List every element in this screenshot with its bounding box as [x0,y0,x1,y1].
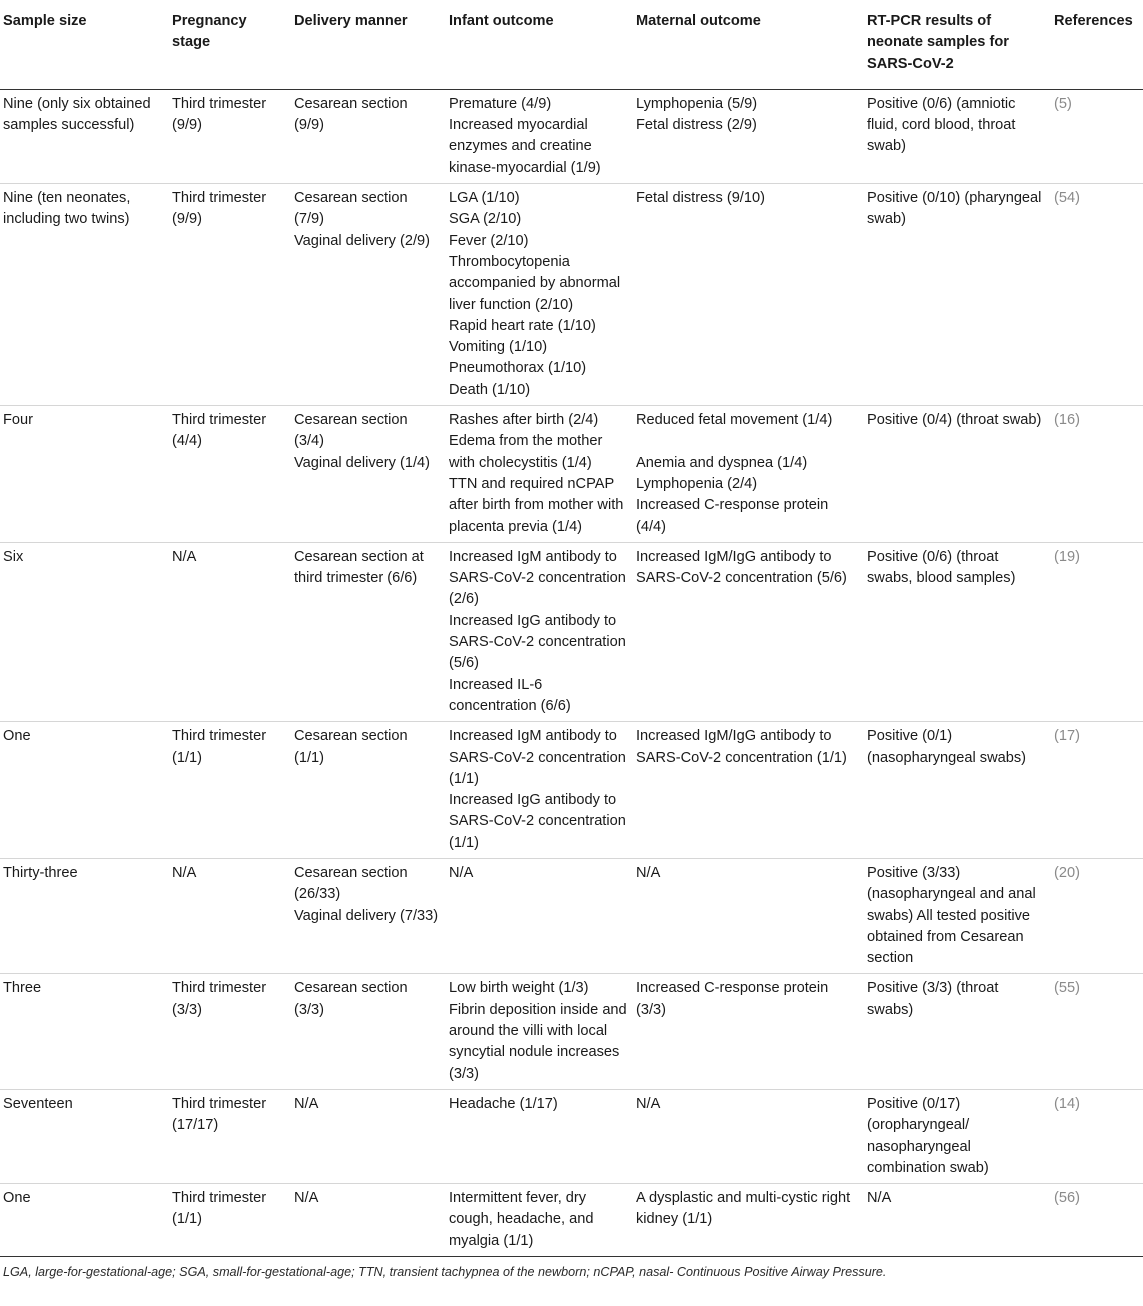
cell-infant-outcome-line: Intermittent fever, dry cough, headache, and myalgia (1/1) [449,1190,594,1249]
cell-rtpcr-result: Positive (0/6) (throat swabs, blood samples) [867,548,1016,587]
cell-infant-outcome-line: Increased IgG antibody to SARS-CoV-2 concentration (1/1) [449,792,626,851]
cell-reference [1050,406,1143,543]
header-rtpcr-results: RT-PCR results of neonate samples for SARS-CoV-2 [867,13,1009,72]
cell-infant-outcome [445,89,632,183]
cell-maternal-outcome-line: N/A [636,864,661,881]
table-row [0,89,1143,183]
table-row [0,722,1143,859]
cell-delivery-manner [290,1089,445,1183]
cell-infant-outcome-line: Vomiting (1/10) [449,339,548,356]
cell-pregnancy-stage-line: Third trimester (3/3) [172,980,267,1018]
header-infant-outcome: Infant outcome [449,13,554,29]
cell-maternal-outcome-line: A dysplastic and multi-cystic right kidney (1/1) [636,1190,851,1228]
cell-sample-size: Three [3,980,42,997]
cell-infant-outcome [445,184,632,406]
cell-maternal-outcome-line: Fetal distress (9/10) [636,190,765,207]
cell-delivery-manner [290,974,445,1089]
table-row [0,858,1143,973]
cell-infant-outcome-line: Fever (2/10) [449,232,529,249]
table-body [0,89,1143,1256]
cell-maternal-outcome-line: Reduced fetal movement (1/4) [636,412,833,429]
cell-sample-size: Seventeen [3,1095,73,1112]
cell-infant-outcome-line: TTN and required nCPAP after birth from mother with placenta previa (1/4) [449,475,624,535]
cell-maternal-outcome [632,1184,863,1257]
cell-sample-size: Four [3,412,34,429]
table-row [0,1089,1143,1183]
cell-infant-outcome [445,1184,632,1257]
cell-delivery-manner-line: N/A [294,1190,319,1207]
table-header [0,0,1143,89]
cell-delivery-manner-line: Cesarean section (7/9) [294,190,408,228]
cell-pregnancy-stage-line: Third trimester (4/4) [172,412,267,450]
cell-infant-outcome-line: Increased IgM antibody to SARS-CoV-2 concentration (2/6) [449,548,626,608]
cell-sample-size: One [3,1190,31,1207]
cell-delivery-manner [290,858,445,973]
cell-maternal-outcome [632,184,863,406]
cell-rtpcr-result: Positive (3/33) (nasopharyngeal and anal swabs) All tested positive obtained from Cesarean section [867,864,1036,967]
cell-infant-outcome-line: Fibrin deposition inside and around the villi with local syncytial nodule increases (3/3) [449,1001,627,1082]
cell-infant-outcome-line: Edema from the mother with cholecystitis (1/4) [449,433,603,471]
cell-delivery-manner-line: Cesarean section (26/33) [294,864,408,903]
cell-sample-size: Six [3,548,24,565]
cell-pregnancy-stage-line: Third trimester (1/1) [172,1190,267,1228]
cell-pregnancy-stage-line: Third trimester (9/9) [172,95,267,134]
cell-pregnancy-stage [168,542,290,721]
cell-delivery-manner-line: N/A [294,1095,319,1112]
cell-sample-size: Nine (only six obtained samples successful) [3,95,151,134]
cell-infant-outcome-line: Low birth weight (1/3) [449,980,589,997]
cell-infant-outcome-line: N/A [449,864,474,881]
reference-link[interactable]: (19) [1054,548,1080,565]
cell-reference [1050,89,1143,183]
cell-reference [1050,974,1143,1089]
table-row [0,974,1143,1089]
cell-pregnancy-stage-line: N/A [172,548,197,565]
cell-maternal-outcome-line [636,431,859,452]
cell-maternal-outcome-line: Increased C-response protein (4/4) [636,497,829,535]
cell-maternal-outcome-line: Lymphopenia (5/9) [636,95,758,112]
header-maternal-outcome: Maternal outcome [636,13,761,29]
cell-pregnancy-stage [168,722,290,859]
cell-pregnancy-stage [168,184,290,406]
cell-infant-outcome-line: Increased IgG antibody to SARS-CoV-2 concentration (5/6) [449,612,626,672]
cell-pregnancy-stage [168,89,290,183]
cell-rtpcr-result: Positive (0/1) (nasopharyngeal swabs) [867,728,1026,766]
cell-infant-outcome [445,722,632,859]
cell-delivery-manner [290,406,445,543]
cell-pregnancy-stage-line: Third trimester (9/9) [172,190,267,228]
cell-infant-outcome-line: LGA (1/10) [449,190,520,207]
cell-infant-outcome-line: Premature (4/9) [449,95,552,112]
cell-reference [1050,184,1143,406]
reference-link[interactable]: (56) [1054,1190,1080,1207]
cell-infant-outcome [445,858,632,973]
header-pregnancy-stage: Pregnancy stage [172,13,247,51]
cell-rtpcr-result: N/A [867,1190,892,1207]
header-row [0,0,1143,89]
cell-infant-outcome-line: Thrombocytopenia accompanied by abnormal liver function (2/10) [449,253,621,313]
reference-link[interactable]: (5) [1054,95,1072,112]
cell-reference [1050,1089,1143,1183]
cell-infant-outcome-line: Death (1/10) [449,381,531,398]
header-delivery-manner: Delivery manner [294,13,408,29]
table-footnote: LGA, large-for-gestational-age; SGA, small-for-gestational-age; TTN, transient tachypnea of the newborn; nCPAP, nasal- Continuous Positive Airway Pressure. [3,1265,887,1280]
table-row [0,1184,1143,1257]
cell-infant-outcome [445,542,632,721]
cell-delivery-manner-line: Vaginal delivery (7/33) [294,907,439,924]
cell-maternal-outcome [632,858,863,973]
cell-maternal-outcome [632,89,863,183]
cell-infant-outcome-line: SGA (2/10) [449,211,522,228]
cell-reference [1050,858,1143,973]
cell-pregnancy-stage-line: Third trimester (1/1) [172,728,267,766]
cell-delivery-manner-line: Cesarean section at third trimester (6/6) [294,548,424,587]
cell-delivery-manner-line: Vaginal delivery (1/4) [294,454,431,471]
cell-sample-size: Thirty-three [3,864,78,881]
cell-delivery-manner-line: Cesarean section (3/4) [294,412,408,450]
cell-rtpcr-result: Positive (0/4) (throat swab) [867,412,1042,429]
cell-infant-outcome-line: Headache (1/17) [449,1095,558,1112]
header-references: References [1054,13,1133,29]
cell-delivery-manner [290,1184,445,1257]
cell-pregnancy-stage-line: N/A [172,864,197,881]
cell-delivery-manner [290,542,445,721]
header-sample-size: Sample size [3,13,87,29]
reference-link[interactable]: (17) [1054,728,1080,745]
cell-infant-outcome [445,1089,632,1183]
cell-pregnancy-stage [168,974,290,1089]
cell-rtpcr-result: Positive (0/6) (amniotic fluid, cord blood, throat swab) [867,95,1016,155]
cell-maternal-outcome-line: Increased IgM/IgG antibody to SARS-CoV-2 concentration (5/6) [636,548,847,587]
cell-rtpcr-result: Positive (0/17) (oropharyngeal/ nasopharyngeal combination swab) [867,1095,989,1176]
cell-sample-size: One [3,728,31,745]
cell-delivery-manner-line: Vaginal delivery (2/9) [294,232,431,249]
cell-maternal-outcome-line: Increased C-response protein (3/3) [636,980,829,1018]
cell-pregnancy-stage-line: Third trimester (17/17) [172,1095,267,1134]
cell-maternal-outcome-line: Fetal distress (2/9) [636,117,757,134]
cell-maternal-outcome-line: N/A [636,1095,661,1112]
cell-pregnancy-stage [168,1184,290,1257]
table-row [0,184,1143,406]
cell-infant-outcome-line: Rashes after birth (2/4) [449,412,599,429]
cell-maternal-outcome-line: Increased IgM/IgG antibody to SARS-CoV-2 concentration (1/1) [636,728,847,766]
table-row [0,406,1143,543]
cell-infant-outcome-line: Increased myocardial enzymes and creatine kinase-myocardial (1/9) [449,117,601,176]
cell-infant-outcome-line: Increased IL-6 concentration (6/6) [449,676,571,714]
cell-maternal-outcome [632,1089,863,1183]
cell-rtpcr-result: Positive (3/3) (throat swabs) [867,980,999,1018]
cell-reference [1050,722,1143,859]
reference-link[interactable]: (16) [1054,412,1080,429]
reference-link[interactable]: (14) [1054,1095,1080,1112]
cell-maternal-outcome [632,406,863,543]
cell-maternal-outcome [632,542,863,721]
cell-delivery-manner-line: Cesarean section (9/9) [294,95,408,134]
table-row [0,542,1143,721]
cell-infant-outcome-line: Rapid heart rate (1/10) [449,317,596,334]
cell-sample-size: Nine (ten neonates, including two twins) [3,190,131,228]
cell-delivery-manner-line: Cesarean section (1/1) [294,728,408,766]
cell-reference [1050,542,1143,721]
cell-rtpcr-result: Positive (0/10) (pharyngeal swab) [867,190,1042,228]
cell-delivery-manner [290,89,445,183]
cell-infant-outcome-line: Increased IgM antibody to SARS-CoV-2 concentration (1/1) [449,728,626,787]
cell-maternal-outcome-line: Anemia and dyspnea (1/4) [636,454,808,471]
cell-delivery-manner [290,184,445,406]
cell-reference [1050,1184,1143,1257]
cell-pregnancy-stage [168,1089,290,1183]
cell-delivery-manner-line: Cesarean section (3/3) [294,980,408,1018]
cell-maternal-outcome-line: Lymphopenia (2/4) [636,475,758,492]
cell-maternal-outcome [632,722,863,859]
reference-link[interactable]: (55) [1054,980,1080,997]
cell-maternal-outcome [632,974,863,1089]
cell-infant-outcome [445,406,632,543]
reference-link[interactable]: (54) [1054,190,1080,207]
cell-delivery-manner [290,722,445,859]
cell-pregnancy-stage [168,858,290,973]
cell-infant-outcome [445,974,632,1089]
cell-pregnancy-stage [168,406,290,543]
reference-link[interactable]: (20) [1054,864,1080,881]
cell-infant-outcome-line: Pneumothorax (1/10) [449,360,587,377]
